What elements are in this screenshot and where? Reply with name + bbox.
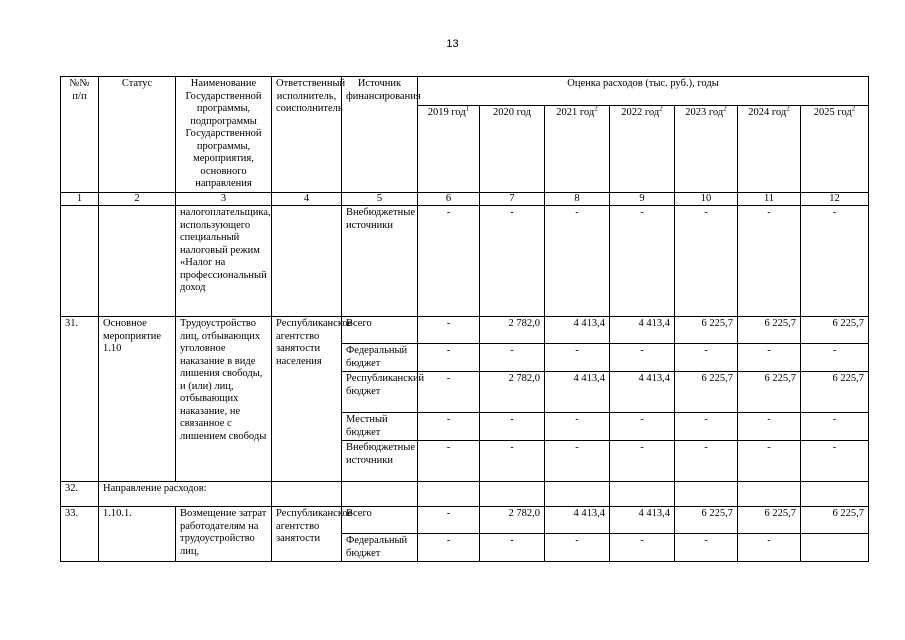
cell-value: - [418,372,480,413]
column-number: 6 [418,193,480,206]
column-number: 3 [176,193,272,206]
cell-value: - [738,413,801,441]
empty-cell [272,482,342,507]
table-row [61,507,869,534]
table-row [61,317,869,344]
row-status: 1.10.1. [99,507,176,562]
row-source: Всего [342,317,418,344]
footnote-mark: 2 [659,104,663,113]
row-source: Федеральный бюджет [342,534,418,562]
row-name: налогоплательщика, использующего специальный налоговый режим «Налог на профессиональный доход [176,206,272,317]
column-number: 9 [610,193,675,206]
cell-value: - [418,441,480,482]
empty-cell [610,482,675,507]
header-year: 2025 год$^2$ [801,106,869,193]
row-name: Трудоустройство лиц, отбывающих уголовное наказание в виде лишения свободы, и (или) лиц, отбывающих наказание, не связанное с лишением свободы [176,317,272,482]
cell-value: - [418,507,480,534]
cell-value: 4 413,4 [545,372,610,413]
row-executor: Республиканское агентство занятости населения [272,317,342,482]
header-year: 2024 год$^2$ [738,106,801,193]
cell-value: - [418,344,480,372]
cell-value: - [610,344,675,372]
row-source: Внебюджетные источники [342,206,418,317]
cell-value: 2 782,0 [480,507,545,534]
footnote-mark: 2 [786,104,790,113]
column-number: 11 [738,193,801,206]
empty-cell [738,482,801,507]
cell-value: - [545,206,610,317]
cell-value: 4 413,4 [610,507,675,534]
row-source: Местный бюджет [342,413,418,441]
column-number: 2 [99,193,176,206]
page-number: 13 [446,38,459,50]
cell-value: - [801,344,869,372]
cell-value: 6 225,7 [738,372,801,413]
header-year: 2022 год$^2$ [610,106,675,193]
cell-value: - [675,413,738,441]
header-num: №№ п/п [61,77,99,193]
cell-value: - [418,317,480,344]
table-row [61,206,869,317]
row-source: Всего [342,507,418,534]
empty-cell [801,482,869,507]
header-status: Статус [99,77,176,193]
row-source: Внебюджетные источники [342,441,418,482]
cell-value: 4 413,4 [610,317,675,344]
row-source: Республиканский бюджет [342,372,418,413]
budget-table [60,76,869,562]
cell-value: - [418,413,480,441]
column-number-row [61,193,869,206]
cell-value: - [610,206,675,317]
row-status [99,206,176,317]
cell-value: - [480,441,545,482]
cell-value: - [738,344,801,372]
cell-value: - [738,441,801,482]
header-year: 2019 год$^1$ [418,106,480,193]
row-num: 33. [61,507,99,562]
column-number: 7 [480,193,545,206]
column-number: 8 [545,193,610,206]
cell-value: 6 225,7 [675,317,738,344]
column-number: 1 [61,193,99,206]
cell-value: - [610,534,675,562]
cell-value: - [610,413,675,441]
cell-value: 6 225,7 [738,317,801,344]
cell-value: 6 225,7 [801,372,869,413]
cell-value: - [675,344,738,372]
cell-value: 4 413,4 [610,372,675,413]
table-row [61,482,869,507]
cell-value: - [738,206,801,317]
cell-value: - [675,534,738,562]
row-num [61,206,99,317]
footnote-mark: 2 [851,104,856,113]
cell-value: 6 225,7 [801,317,869,344]
cell-value: - [418,534,480,562]
cell-value: - [545,344,610,372]
row-num: 32. [61,482,99,507]
cell-value: 6 225,7 [801,507,869,534]
cell-value: - [675,206,738,317]
column-number: 4 [272,193,342,206]
row-executor: Республиканское агентство занятости [272,507,342,562]
cell-value: - [480,206,545,317]
row-direction-heading: Направление расходов: [99,482,272,507]
cell-value: - [801,413,869,441]
header-source: Источник финансирования [342,77,418,193]
header-name: Наименование Государственной программы, подпрограммы Государственной программы, мероприятия, основного направления [176,77,272,193]
cell-value: - [801,206,869,317]
row-name: Возмещение затрат работодателям на трудоустройство лиц, [176,507,272,562]
cell-value: - [480,413,545,441]
empty-cell [545,482,610,507]
header-cost-group: Оценка расходов (тыс. руб.), годы [418,77,869,106]
header-row [61,77,869,106]
cell-value: 6 225,7 [675,372,738,413]
cell-value: - [480,344,545,372]
column-number: 5 [342,193,418,206]
row-num: 31. [61,317,99,482]
empty-cell [418,482,480,507]
row-source: Федеральный бюджет [342,344,418,372]
row-executor [272,206,342,317]
header-year: 2023 год$^2$ [675,106,738,193]
cell-value: 6 225,7 [738,507,801,534]
empty-cell [675,482,738,507]
cell-value: 4 413,4 [545,507,610,534]
footnote-mark: 1 [465,104,470,113]
footnote-mark: 2 [723,104,727,113]
header-year: 2020 год [480,106,545,193]
footnote-mark: 2 [594,104,598,113]
cell-value: - [545,441,610,482]
column-number: 10 [675,193,738,206]
empty-cell [480,482,545,507]
cell-value: - [418,206,480,317]
row-status: Основное мероприятие 1.10 [99,317,176,482]
column-number: 12 [801,193,869,206]
cell-value: - [480,534,545,562]
cell-value: - [610,441,675,482]
cell-value: 6 225,7 [675,507,738,534]
empty-cell [342,482,418,507]
header-executor: Ответственный исполнитель, соисполнитель [272,77,342,193]
cell-value: - [545,534,610,562]
cell-value: - [675,441,738,482]
cell-value [801,534,869,562]
cell-value: - [545,413,610,441]
cell-value: 2 782,0 [480,317,545,344]
cell-value: - [801,441,869,482]
cell-value: - [738,534,801,562]
cell-value: 2 782,0 [480,372,545,413]
cell-value: 4 413,4 [545,317,610,344]
header-year: 2021 год$^2$ [545,106,610,193]
